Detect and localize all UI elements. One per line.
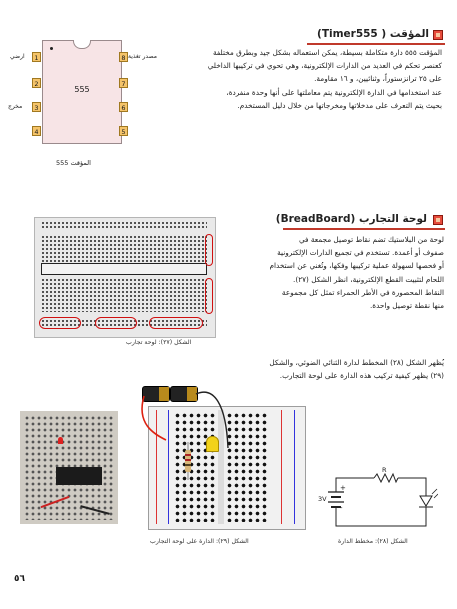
paragraph-line: بحيث يتم التعرف على مدخلاتها ومخرجاتها من خلال دليل المستخدم. bbox=[237, 100, 442, 110]
timer-description bbox=[132, 46, 442, 112]
minus-sign: - bbox=[340, 504, 343, 512]
paragraph-line: النقاط المحصورة في الأطر الحمراء تمثل كل مجموعة bbox=[281, 287, 444, 297]
ic-555-diagram bbox=[8, 38, 128, 178]
resistor-band bbox=[185, 464, 191, 466]
connection-highlight bbox=[39, 317, 81, 329]
ic-label: 555 bbox=[74, 85, 90, 94]
plus-sign: + bbox=[340, 484, 346, 492]
ic-pin-2: 2 bbox=[32, 78, 41, 88]
breadboard-photo bbox=[20, 411, 118, 524]
paragraph-line: على ٢٥ ترانزستوراً، وثنائيين، و ١٦ مقاومة. bbox=[314, 74, 442, 84]
timer-section-title: المؤقت ( Timer555) bbox=[317, 28, 429, 40]
connection-highlight bbox=[205, 278, 213, 314]
circuit-description bbox=[200, 356, 444, 382]
breadboard-title-underline bbox=[283, 228, 445, 230]
resistor-band bbox=[185, 459, 191, 461]
ic-pin-6: 6 bbox=[119, 102, 128, 112]
paragraph-line: يُظهر الشكل (٢٨) المخطط لدارة الثنائي الضوئي، والشكل bbox=[269, 358, 444, 367]
ic-pin-4: 4 bbox=[32, 126, 41, 136]
resistor-band bbox=[185, 454, 191, 456]
pin3-label: مخرج bbox=[8, 103, 23, 110]
paragraph-line: لوحة من البلاستيك تضم نقاط توصيل مجمعة في bbox=[298, 235, 444, 244]
paragraph-line: (٢٩) يظهر كيفية تركيب هذه الدارة على لوحة التجارب. bbox=[279, 371, 444, 381]
resistor-label: R bbox=[382, 466, 387, 474]
paragraph-line: أو فحصها لسهولة عملية تركيبها وفكها، وتُغني عن استخدام bbox=[269, 261, 444, 271]
red-wire bbox=[142, 396, 166, 440]
led-photo-icon bbox=[58, 437, 63, 444]
timer-title-underline bbox=[307, 43, 445, 45]
section-bullet-icon bbox=[433, 30, 443, 40]
ic-notch bbox=[73, 40, 91, 49]
page-number: ٥٦ bbox=[14, 574, 25, 584]
ic-chip-photo bbox=[56, 467, 102, 485]
paragraph-line: المؤقت ٥٥٥ دارة متكاملة بسيطة، يمكن استعماله بشكل جيد وبطرق مختلفة bbox=[212, 48, 442, 57]
connection-highlight bbox=[205, 234, 213, 266]
breadboard-section-title: لوحة التجارب (BreadBoard) bbox=[275, 213, 427, 225]
center-channel bbox=[41, 263, 207, 275]
ic-body bbox=[42, 40, 122, 144]
ic-pin-1: 1 bbox=[32, 52, 41, 62]
ic-caption: المؤقت 555 bbox=[56, 159, 91, 167]
connection-highlight bbox=[95, 317, 137, 329]
paragraph-line: صفوف أو أعمدة. تستخدم في تجميع الدارات الإلكترونية bbox=[277, 248, 444, 258]
figure-29-caption: الشكل (٢٩): الدارة على لوحة التجارب bbox=[150, 538, 249, 545]
voltage-label: 3V bbox=[318, 495, 327, 503]
light-arrow-icon bbox=[432, 489, 437, 494]
section-bullet-icon bbox=[433, 215, 443, 225]
ic-pin-5: 5 bbox=[119, 126, 128, 136]
pin8-label: مصدر تغذية bbox=[128, 53, 157, 60]
paragraph-line: منها نقطة توصيل واحدة. bbox=[369, 301, 444, 311]
ic-pin-3: 3 bbox=[32, 102, 41, 112]
lower-terminal-holes bbox=[41, 278, 207, 312]
schematic-svg bbox=[314, 466, 438, 536]
connection-highlight bbox=[149, 317, 203, 329]
breadboard-figure-27 bbox=[34, 217, 216, 338]
circuit-wires bbox=[136, 384, 306, 534]
ic-pin-8: 8 bbox=[119, 52, 128, 62]
ic-pin-7: 7 bbox=[119, 78, 128, 88]
led-symbol bbox=[420, 496, 432, 506]
top-rail-holes bbox=[41, 221, 207, 229]
upper-terminal-holes bbox=[41, 235, 207, 262]
figure-27-caption: الشكل (٢٧): لوحة تجارب bbox=[126, 339, 192, 346]
schematic-wire bbox=[336, 510, 426, 526]
pin1-label: ارضي bbox=[10, 53, 25, 60]
figure-28-caption: الشكل (٢٨): مخطط الدارة bbox=[338, 538, 408, 545]
paragraph-line: عند استخدامها في الدارة الإلكترونية يتم معاملتها على أنها وحدة منفردة، bbox=[226, 87, 442, 97]
led-icon bbox=[206, 436, 219, 452]
paragraph-line: كعنصر تحكم في العديد من الدارات الإلكترونية، وهي تحوي في تركيبها الداخلي bbox=[207, 61, 442, 71]
light-arrow-icon bbox=[434, 494, 438, 498]
resistor-icon bbox=[185, 450, 191, 472]
resistor-symbol bbox=[374, 474, 398, 482]
pin1-dot-icon bbox=[50, 47, 53, 50]
paragraph-line: اللحام لتثبيت القطع الإلكترونية، انظر الشكل (٢٧). bbox=[293, 274, 444, 284]
breadboard-circuit-figure-29 bbox=[136, 384, 306, 534]
schematic-wire bbox=[398, 478, 426, 496]
circuit-schematic-figure-28 bbox=[314, 466, 438, 536]
breadboard-description bbox=[222, 233, 444, 312]
